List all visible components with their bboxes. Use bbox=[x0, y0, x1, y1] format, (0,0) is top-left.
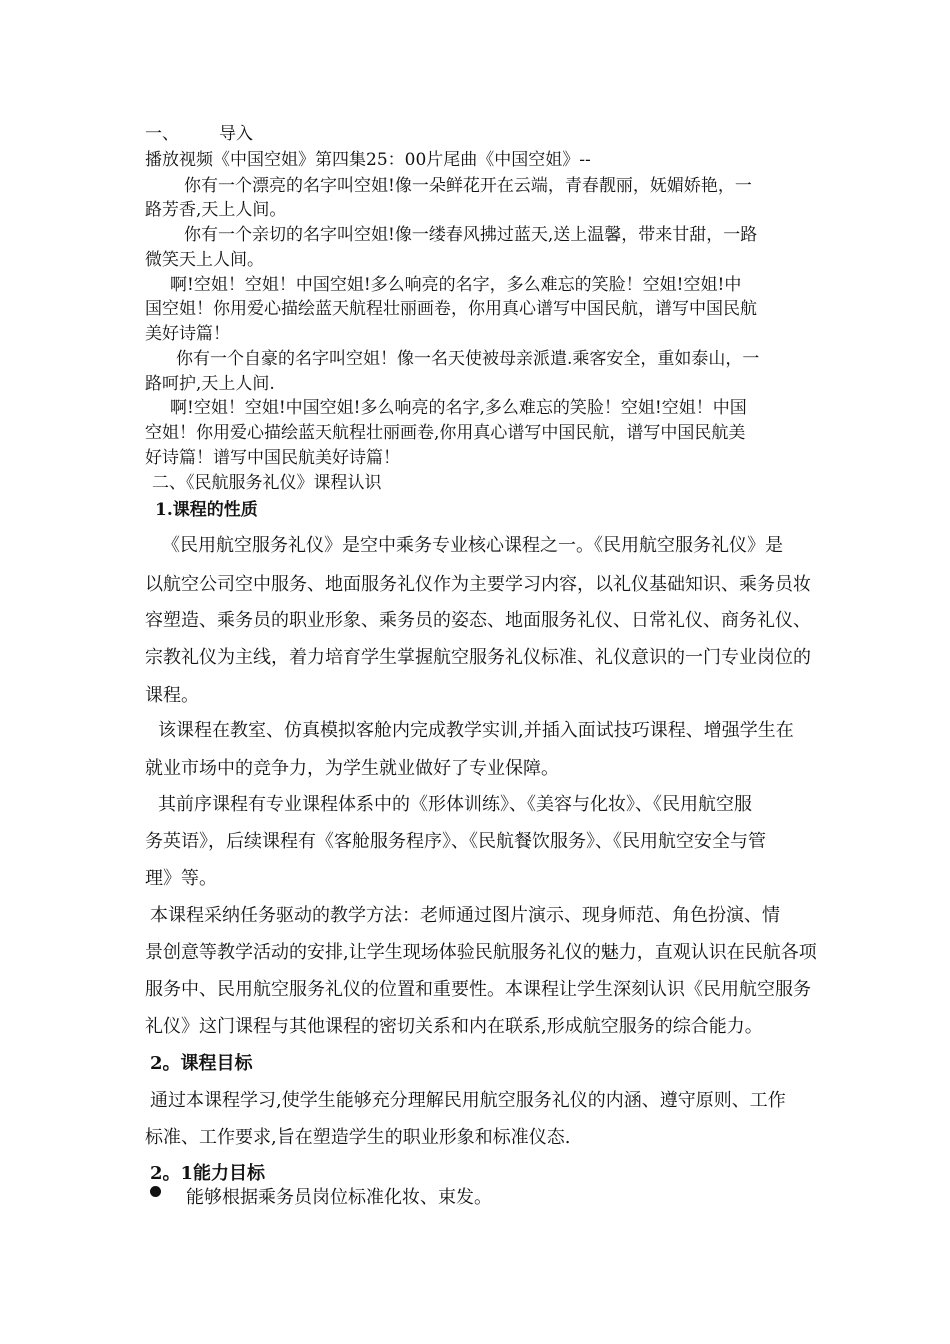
subsection-title: 2。课程目标 bbox=[150, 1053, 253, 1074]
paragraph-line: 课程。 bbox=[145, 685, 199, 706]
heading-number: 一、 bbox=[145, 124, 179, 144]
lyric-line: 啊!空姐！空姐！中国空姐!多么响亮的名字，多么难忘的笑脸！空姐!空姐!中 bbox=[170, 275, 742, 295]
lyric-line: 路呵护,天上人间. bbox=[145, 374, 275, 394]
paragraph-line: 礼仪》这门课程与其他课程的密切关系和内在联系,形成航空服务的综合能力。 bbox=[145, 1016, 763, 1037]
paragraph-line: 以航空公司空中服务、地面服务礼仪作为主要学习内容，以礼仪基础知识、乘务员妆 bbox=[145, 574, 811, 595]
paragraph-line: 本课程采纳任务驱动的教学方法：老师通过图片演示、现身师范、角色扮演、情 bbox=[150, 905, 780, 926]
lyric-line: 路芳香,天上人间。 bbox=[145, 200, 287, 220]
paragraph-line: 《民用航空服务礼仪》是空中乘务专业核心课程之一。《民用航空服务礼仪》是 bbox=[162, 535, 783, 556]
lyric-line: 微笑天上人间。 bbox=[145, 250, 264, 270]
subsection-title: 1.课程的性质 bbox=[155, 500, 258, 520]
paragraph-line: 务英语》，后续课程有《客舱服务程序》、《民航餐饮服务》、《民用航空安全与管 bbox=[145, 831, 766, 852]
lyric-line: 美好诗篇！ bbox=[145, 324, 230, 344]
lyric-line: 空姐！你用爱心描绘蓝天航程壮丽画卷,你用真心谱写中国民航，谱写中国民航美 bbox=[145, 423, 746, 443]
paragraph-line: 就业市场中的竞争力，为学生就业做好了专业保障。 bbox=[145, 758, 559, 779]
paragraph-line: 其前序课程有专业课程体系中的《形体训练》、《美容与化妆》、《民用航空服 bbox=[158, 794, 752, 815]
lyric-line: 你有一个自豪的名字叫空姐！像一名天使被母亲派遣.乘客安全，重如泰山，一 bbox=[176, 349, 760, 369]
paragraph-line: 宗教礼仪为主线，着力培育学生掌握航空服务礼仪标准、礼仪意识的一门专业岗位的 bbox=[145, 647, 811, 668]
lyric-line: 你有一个亲切的名字叫空姐!像一缕春风拂过蓝天,送上温馨，带来甘甜，一路 bbox=[184, 225, 758, 245]
paragraph-line: 服务中、民用航空服务礼仪的位置和重要性。本课程让学生深刻认识《民用航空服务 bbox=[145, 979, 811, 1000]
paragraph-line: 景创意等教学活动的安排,让学生现场体验民航服务礼仪的魅力，直观认识在民航各项 bbox=[145, 942, 817, 963]
bullet-dot-icon bbox=[150, 1186, 161, 1197]
paragraph-line: 标准、工作要求,旨在塑造学生的职业形象和标准仪态. bbox=[145, 1127, 571, 1148]
paragraph-line: 容塑造、乘务员的职业形象、乘务员的姿态、地面服务礼仪、日常礼仪、商务礼仪、 bbox=[145, 610, 811, 631]
list-item: 能够根据乘务员岗位标准化妆、束发。 bbox=[186, 1187, 492, 1208]
lyric-line: 好诗篇！谱写中国民航美好诗篇！ bbox=[145, 448, 400, 468]
lyric-line: 啊!空姐！空姐!中国空姐!多么响亮的名字,多么难忘的笑脸！空姐!空姐！中国 bbox=[170, 398, 747, 418]
paragraph-line: 该课程在教室、仿真模拟客舱内完成教学实训,并插入面试技巧课程、增强学生在 bbox=[158, 720, 794, 741]
subsection-title: 2。1能力目标 bbox=[150, 1163, 266, 1184]
paragraph-line: 理》等。 bbox=[145, 868, 217, 889]
paragraph-line: 通过本课程学习,使学生能够充分理解民用航空服务礼仪的内涵、遵守原则、工作 bbox=[150, 1090, 786, 1111]
heading-text: 导入 bbox=[219, 124, 253, 144]
section-heading-intro bbox=[145, 122, 253, 146]
lyric-line: 国空姐！你用爱心描绘蓝天航程壮丽画卷，你用真心谱写中国民航，谱写中国民航 bbox=[145, 299, 757, 319]
intro-lead: 播放视频《中国空姐》第四集25：00片尾曲《中国空姐》-- bbox=[145, 150, 591, 170]
section-heading-course: 二、《民航服务礼仪》课程认识 bbox=[152, 473, 382, 493]
lyric-line: 你有一个漂亮的名字叫空姐!像一朵鲜花开在云端，青春靓丽，妩媚娇艳，一 bbox=[184, 176, 752, 196]
